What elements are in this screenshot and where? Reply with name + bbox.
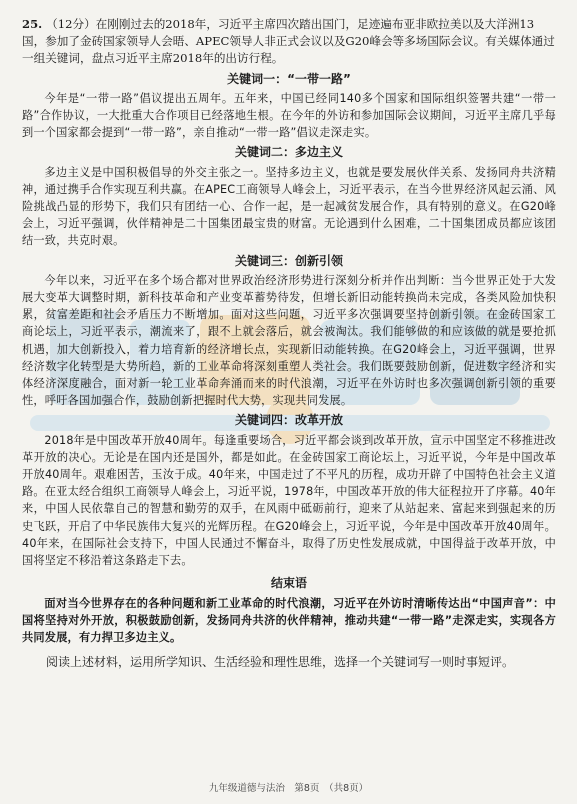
question-number: 25. [22, 17, 43, 31]
ending-text: 面对当今世界存在的各种问题和新工业革命的时代浪潮，习近平在外访时清晰传达出“中国声音”：中国将坚持对外开放，积极鼓励创新，发扬同舟共济的伙伴精神，推动共建“一带一路”走深走实，实现各方共同发展，有力捍卫多边主义。 [22, 596, 556, 644]
keyword-4-text: 2018年是中国改革开放40周年。每逢重要场合，习近平都会谈到改革开放，宣示中国坚定不移推进改革开放的决心。无论是在国内还是国外，都是如此。在金砖国家工商论坛上，习近平说，今年是中国改革开放40周年。艰难困苦，玉汝于成。40年来，中国走过了不平凡的历程，成功开辟了中国特色社会主义道路。在亚太经合组织工商领导人峰会上，习近平说，1978年，中国改革开放的伟大征程拉开了序幕。40年来，中国人民依靠自己的智慧和勤劳的双手，在风雨中砥砺前行，迎来了从站起来、富起来到强起来的历史飞跃，开启了中华民族伟大复兴的光辉历程。在G20峰会上，习近平说，今年是中国改革开放40周年。40年来，在国际社会支持下，中国人民通过不懈奋斗，取得了历史性发展成就，中国得益于改革开放，中国将坚定不移沿着这条路走下去。 [22, 433, 556, 568]
keyword-3-text: 今年以来，习近平在多个场合都对世界政治经济形势进行深刻分析并作出判断：当今世界正处于大发展大变革大调整时期，新科技革命和产业变革蓄势待发，但增长新旧动能转换尚未完成，各类风险加快积累，贫富差距和社会矛盾压力不断增加。面对这些问题，习近平多次强调要坚持创新引领。在金砖国家工商论坛上，习近平表示，潮流来了，跟不上就会落后，就会被淘汰。我们能够做的和应该做的就是要抢抓机遇，加大创新投入，着力培育新的经济增长点，实现新旧动能转换。在G20峰会上，习近平强调，世界经济数字化转型是大势所趋，新的工业革命将深刻重塑人类社会。我们既要鼓励创新，促进数字经济和实体经济深度融合，面对新一轮工业革命奔涌而来的时代浪潮，习近平在外访时也多次强调创新引领的重要性，呼吁各国加强合作，鼓励创新把握时代大势，实现共同发展。 [22, 273, 556, 408]
keyword-3-title: 关键词三：创新引领 [234, 253, 343, 268]
document-body [22, 16, 556, 683]
page-footer: 九年级道德与法治 第8页 （共8页） [208, 783, 369, 794]
question-intro: 在刚刚过去的2018年，习近平主席四次踏出国门，足迹遍布亚非欧拉美以及大洋洲13国，参加了金砖国家领导人会晤、APEC领导人非正式会议以及G20峰会等多场国际会议。有关媒体通过一组关键词，盘点习近平主席2018年的出访行程。 [22, 17, 555, 66]
keyword-4-title: 关键词四：改革开放 [234, 413, 343, 428]
question-header [22, 16, 556, 68]
task-instruction: 阅读上述材料，运用所学知识、生活经验和理性思维，选择一个关键词写一则时事短评。 [46, 655, 515, 670]
keyword-2-text: 多边主义是中国积极倡导的外交主张之一。坚持多边主义，也就是要发展伙伴关系、发扬同舟共济精神，通过携手合作实现互利共赢。在APEC工商领导人峰会上，习近平表示，在当今世界经济风起云涌、风险挑战凸显的形势下，我们只有团结一心、合作一起，是一起减贫发展合作，具有特别的意义。在G20峰会上，习近平强调，伙伴精神是二十国集团最宝贵的财富。无论遇到什么困难，二十国集团成员都应该团结一致，共克时艰。 [22, 165, 556, 248]
keyword-2-title: 关键词二：多边主义 [234, 145, 343, 160]
ending-title: 结束语 [270, 576, 307, 591]
keyword-1-text: 今年是“一带一路”倡议提出五周年。五年来，中国已经同140多个国家和国际组织签署共建“一带一路”合作协议，一大批重大合作项目已经落地生根。在今年的外访和参加国际会议期间，习近平主席几乎每到一个国家都会提到“一带一路”，亲自推动“一带一路”倡议走深走实。 [22, 91, 556, 140]
question-score: （12分） [46, 17, 96, 31]
keyword-1-title: 关键词一：“一带一路” [227, 71, 351, 86]
